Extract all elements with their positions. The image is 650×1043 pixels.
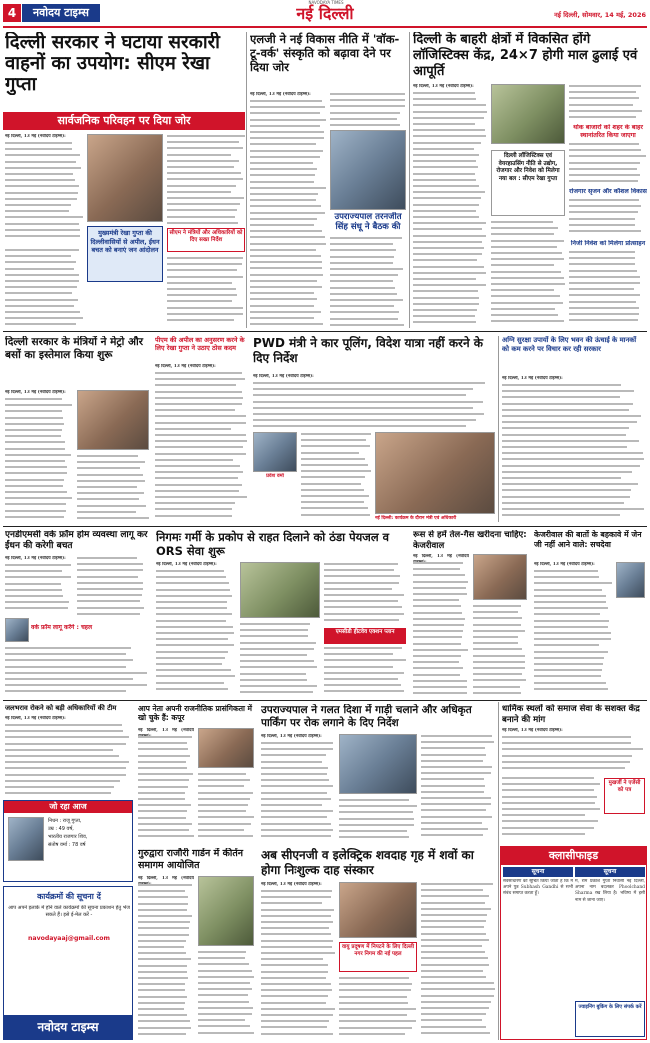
- notice-box: [3, 886, 133, 1040]
- lg-headline: एलजी ने नई विकास नीति में 'वॉक-टू-वर्क' संस्कृति को बढ़ावा देने पर दिया जोर: [250, 32, 400, 74]
- ors-col-2: [240, 622, 320, 696]
- lead-col-1: [5, 134, 83, 244]
- cng-col-3: [421, 882, 495, 1038]
- lg-photo: [330, 130, 406, 210]
- fire-col-1: [502, 376, 645, 522]
- story-lead: [3, 30, 245, 330]
- metro-headline: दिल्ली सरकार के मंत्रियों ने मेट्रो और बसों का इस्तेमाल किया शुरू: [5, 336, 144, 361]
- kapoor-headline: आप नेता अपनी राजनीतिक प्रासंगिकता में खो चुके हैं: कपूर: [138, 704, 253, 723]
- lg-photo-caption: उपराज्यपाल तरनजीत सिंह संधू ने बैठक की: [334, 212, 402, 232]
- row-3-rule: [3, 700, 647, 701]
- kapoor-dateline: नई दिल्ली, 13 मई (नवोदय: [138, 728, 194, 733]
- religious-col-2: [502, 776, 602, 842]
- sachdeva-col-1: [534, 562, 612, 696]
- classified-col2-text: मैं, राम प्रकाश गुप्ता निवासी नई दिल्ली, अपना नाम बदलकर Phoolchand Sharma रख लिया है। भविष्य में इसी नाम से जाना जाए।: [575, 879, 645, 903]
- religious-headline: धार्मिक स्थलों को समाज सेवा के सशक्त केंद्र बनाने की मांग: [502, 704, 640, 725]
- ors-col-3b: [324, 646, 406, 696]
- story-metro: [3, 334, 151, 524]
- masthead: [22, 4, 100, 22]
- story-ndmc: [3, 528, 151, 698]
- col-sep-1: [246, 32, 247, 328]
- russia-headline: रूस से हमें तेल-गैस खरीदना चाहिए: केजरीवाल: [413, 530, 527, 551]
- lead-col-3b: [167, 256, 245, 328]
- ndmc-col-2: [77, 556, 149, 620]
- story-fire-safety: [500, 334, 647, 524]
- lg-dateline: नई दिल्ली, 13 मई (नवोदय टाइम्स):: [250, 92, 311, 97]
- logistics-col-1: [413, 84, 487, 328]
- pm-headline: पीएम की अपील का अनुसरण करने के लिए रेखा गुप्ता ने उठाए ठोस कदम: [155, 336, 245, 352]
- sachdeva-photo: [616, 562, 645, 598]
- wrongway-col-3: [421, 734, 495, 842]
- pwd-portrait: [253, 432, 297, 472]
- metro-dateline: नई दिल्ली, 13 मई (नवोदय टाइम्स):: [5, 390, 66, 395]
- fire-dateline: नई दिल्ली, 13 मई (नवोदय टाइम्स):: [502, 376, 563, 381]
- metro-col-2: [77, 454, 149, 522]
- logistics-sub-1: थोक बाजारों को शहर के बाहर स्थानांतरित किया जाएगा: [573, 124, 643, 139]
- wrongway-dateline: नई दिल्ली, 13 मई (नवोदय टाइम्स):: [261, 734, 322, 739]
- classified-col1-text: सर्वसाधारण को सूचित किया जाता है कि मैं अपने पुत्र Subhash Gandhi से सभी संबंध समाप्त करता हूँ।: [503, 879, 573, 897]
- lead-dateline: नई दिल्ली, 13 मई (नवोदय टाइम्स):: [5, 134, 66, 139]
- story-ors: [154, 528, 408, 698]
- cng-col-1: [261, 882, 335, 1038]
- lead-box-text: सीएम ने मंत्रियों और अधिकारियों को दिए सख्त निर्देश: [169, 230, 243, 243]
- lead-col-3: [167, 134, 245, 226]
- ndmc-quote: वर्क फ्रॉम लागू करेंगे : चहल: [31, 624, 93, 631]
- ndmc-photo: [5, 618, 29, 642]
- classified-col1-head: सूचना: [503, 867, 573, 877]
- classified-title: क्लासीफाइड: [501, 847, 646, 865]
- notice-email[interactable]: navodayaaj@gmail.com: [28, 935, 110, 942]
- pwd-col-1: [301, 432, 371, 522]
- metro-col-1: [5, 390, 73, 522]
- logistics-photo: [491, 84, 565, 144]
- obituary-title: जो रहा आज: [4, 801, 132, 813]
- religious-dateline: नई दिल्ली, 13 मई (नवोदय टाइम्स):: [502, 728, 563, 733]
- cng-dateline: नई दिल्ली, 13 मई (नवोदय टाइम्स):: [261, 882, 322, 887]
- pwd-photo: [375, 432, 495, 514]
- kapoor-col-2: [198, 772, 254, 842]
- story-religious: [500, 702, 647, 844]
- fire-headline: अग्नि सुरक्षा उपायों के लिए भवन की ऊंचाई के मानकों को कम करने पर विचार कर रही सरकार: [502, 336, 637, 353]
- metro-photo: [77, 390, 149, 450]
- wrongway-col-2: [339, 798, 417, 842]
- lead-callout-text: मुख्यमंत्री रेखा गुप्ता की दिल्लीवासियों से अपील, ईंधन बचत को बनाएं जन आंदोलन: [90, 229, 160, 254]
- obituary-line-4: संतोष वर्मा : 78 वर्ष: [48, 842, 86, 848]
- story-pwd: [251, 334, 497, 524]
- obituary-box: [3, 800, 133, 882]
- ors-dateline: नई दिल्ली, 13 मई (नवोदय टाइम्स):: [156, 562, 217, 567]
- russia-col-1: [413, 554, 469, 696]
- logistics-col-3d: [569, 250, 647, 328]
- story-lg-walk: [248, 30, 408, 330]
- page-header: [0, 0, 650, 30]
- water-col-1: [5, 716, 131, 796]
- lg-col-2: [330, 92, 406, 128]
- col-sep-4: [498, 702, 499, 1040]
- logistics-headline: दिल्ली के बाहरी क्षेत्रों में विकसित होंगे लॉजिस्टिक्स केंद्र, 24×7 होगी माल ढुलाई एवं आपूर्ति: [413, 32, 638, 79]
- obituary-photo: [8, 817, 44, 861]
- lead-box: [167, 228, 245, 252]
- col-sep-3: [498, 336, 499, 522]
- logistics-col-3b: [569, 142, 647, 186]
- sachdeva-headline: केजरीवाल की बातों के बहकावे में जेन जी नहीं आने वाले: सचदेवा: [534, 530, 642, 549]
- section-title: नई दिल्ली: [296, 4, 354, 23]
- story-wrong-way: [259, 702, 497, 844]
- obituary-line-2: उम्र : 49 वर्ष,: [48, 826, 74, 832]
- gurudwara-photo: [198, 876, 254, 946]
- pwd-headline: PWD मंत्री ने कार पूलिंग, विदेश यात्रा नहीं करने के दिए निर्देश: [253, 336, 484, 365]
- logistics-sub-2: रोजगार सृजन और कौशल विकास: [569, 188, 647, 195]
- ors-col-1: [156, 562, 236, 696]
- masthead-text: नवोदय टाइम्स: [33, 6, 89, 19]
- header-rule: [3, 26, 647, 28]
- kapoor-photo: [198, 728, 254, 768]
- row-1-rule: [3, 331, 647, 332]
- cng-headline: अब सीएनजी व इलेक्ट्रिक शवदाह गृह में शवों का होगा निःशुल्क दाह संस्कार: [261, 848, 474, 877]
- small-masthead: NAVODAYA TIMES: [308, 0, 344, 5]
- logistics-col-3: [569, 84, 647, 122]
- ndmc-dateline: नई दिल्ली, 13 मई (नवोदय टाइम्स):: [5, 556, 66, 561]
- lead-col-1b: [5, 248, 83, 328]
- story-cng: [259, 846, 497, 1040]
- classified-ad-box: [575, 1001, 645, 1037]
- logistics-sub-3: निजी निवेश को मिलेगा प्रोत्साहन: [570, 240, 646, 247]
- logistics-dateline: नई दिल्ली, 13 मई (नवोदय टाइम्स):: [413, 84, 474, 89]
- notice-title: कार्यक्रमों की सूचना दें: [37, 892, 101, 901]
- pwd-photo-caption: नई दिल्ली: कार्यक्रम के दौरान मंत्री एवं अधिकारी: [375, 516, 457, 521]
- cng-inset: [339, 942, 417, 972]
- cng-photo: [339, 882, 417, 938]
- story-waterlogging: [3, 702, 133, 798]
- logistics-inset: [491, 150, 565, 216]
- lead-subhead: सार्वजनिक परिवहन पर दिया जोर: [3, 112, 245, 130]
- classified-col2-head: सूचना: [575, 867, 645, 877]
- ndmc-col-1: [5, 556, 73, 616]
- classified-ad-text: ज्वाइनिंग बुकिंग के लिए संपर्क करें: [578, 1004, 642, 1010]
- pm-col-1: [155, 364, 247, 522]
- pm-dateline: नई दिल्ली, 13 मई (नवोदय टाइम्स):: [155, 364, 216, 369]
- wrongway-col-1: [261, 734, 335, 842]
- logistics-col-2: [491, 220, 565, 328]
- gurudwara-headline: गुरुद्वारा राजौरी गार्डन में कीर्तन समागम आयोजित: [138, 848, 244, 871]
- page-number: 4: [3, 4, 21, 22]
- obituary-line-1: निधन : राजू गुप्ता,: [48, 818, 82, 824]
- obituary-lines: [48, 817, 130, 879]
- religious-box: [604, 778, 645, 814]
- ors-photo: [240, 562, 320, 618]
- date-line: नई दिल्ली, सोमवार, 14 मई, 2026: [554, 11, 646, 19]
- story-kapoor: [136, 702, 256, 844]
- wrongway-photo: [339, 734, 417, 794]
- notice-text: आप अपने इलाके में होने वाले कार्यक्रमों की सूचना प्रकाशन हेतु भेज सकते हैं। इसे ई-मेल करें -: [8, 905, 130, 918]
- ndmc-headline: एनडीएमसी वर्क फ्रॉम होम व्यवस्था लागू कर ईंधन की करेगी बचत: [5, 530, 148, 551]
- obituary-line-3: भारतीय राजगार शिव,: [48, 834, 88, 840]
- story-logistics: [411, 30, 647, 330]
- russia-photo: [473, 554, 527, 600]
- classified-section: [500, 846, 647, 1040]
- kapoor-col-1: [138, 728, 194, 842]
- gurudwara-col-1: [138, 876, 194, 1038]
- religious-col-1: [502, 728, 645, 774]
- story-kejriwal-russia: [411, 528, 529, 698]
- lg-col-2b: [330, 236, 406, 328]
- row-2-rule: [3, 526, 647, 527]
- logistics-col-3c: [569, 198, 647, 238]
- lead-callout: [87, 226, 163, 282]
- notice-footer: नवोदय टाइम्स: [4, 1015, 132, 1039]
- col-sep-2: [409, 32, 410, 328]
- logistics-inset-text: दिल्ली लॉजिस्टिक्स एवं वेयरहाउसिंग नीति से उद्योग, रोजगार और निवेश को मिलेगा नया बल : सीएम रेखा गुप्ता: [496, 153, 560, 182]
- pwd-dateline: नई दिल्ली, 13 मई (नवोदय टाइम्स):: [253, 374, 314, 379]
- story-gurudwara: [136, 846, 256, 1040]
- cng-col-2: [339, 976, 417, 1038]
- sachdeva-dateline: नई दिल्ली, 13 मई (नवोदय टाइम्स):: [534, 562, 595, 567]
- russia-col-2: [473, 604, 527, 696]
- ndmc-col-3: [5, 646, 149, 696]
- story-pm-appeal: [154, 334, 248, 524]
- gurudwara-dateline: नई दिल्ली, 13 मई (नवोदय: [138, 876, 194, 881]
- lead-headline: दिल्ली सरकार ने घटाया सरकारी वाहनों का उपयोग: सीएम रेखा गुप्ता: [5, 32, 220, 95]
- ors-col-3: [324, 562, 406, 626]
- gurudwara-col-2: [198, 950, 254, 1038]
- water-headline: जलभराव रोकने को बड़ी अधिकारियों की टीम: [5, 704, 117, 712]
- pwd-body-top: [253, 374, 495, 430]
- story-sachdeva: [532, 528, 647, 698]
- lg-col-1: [250, 92, 326, 328]
- lead-photo: [87, 134, 163, 222]
- water-dateline: नई दिल्ली, 13 मई (नवोदय टाइम्स):: [5, 716, 66, 721]
- ors-headline: निगमः गर्मी के प्रकोप से राहत दिलाने को ठंडा पेयजल व ORS सेवा शुरू: [156, 530, 390, 558]
- pwd-portrait-caption: प्रवेश वर्मा: [266, 473, 284, 479]
- wrongway-headline: उपराज्यपाल ने गलत दिशा में गाड़ी चलाने और अधिकृत पार्किंग पर रोक लगाने के दिए निर्देश: [261, 704, 472, 729]
- russia-dateline: नई दिल्ली, 13 मई (नवोदय: [413, 554, 469, 559]
- ors-photo-caption: एमसीडी हीटवेव एक्शन प्लान: [324, 628, 406, 644]
- religious-box-text: मुखर्जी ने एजेंसी को पत्र: [608, 780, 641, 793]
- cng-inset-text: वायु प्रदूषण में निपटने के लिए दिल्ली नगर निगम की नई पहल: [341, 944, 415, 957]
